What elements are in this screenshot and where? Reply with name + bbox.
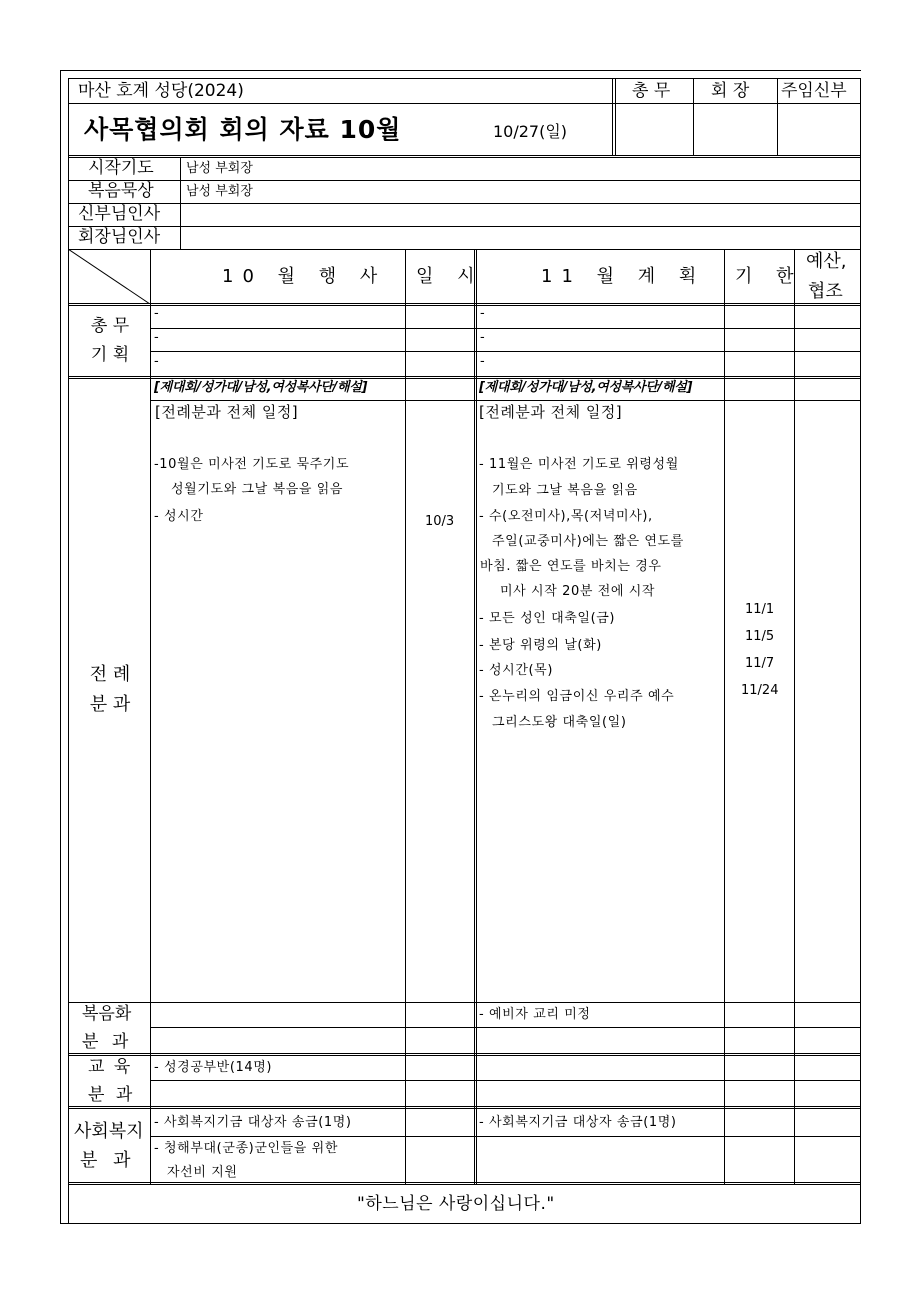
section-welfare-name-line1: 사회복지 — [74, 1121, 144, 1142]
liturgy-nov-item: - 수(오전미사),목(저녁미사), — [479, 509, 653, 524]
section-general-name-line2: 기 획 — [90, 345, 130, 365]
liturgy-nov-item: 기도와 그날 복음을 읽음 — [492, 483, 638, 498]
intro-label-opening-prayer: 시작기도 — [88, 158, 154, 178]
liturgy-oct-item: - 성시간 — [154, 509, 204, 524]
liturgy-nov-item: 그리스도왕 대축일(일) — [492, 715, 627, 730]
liturgy-schedule-nov: [전례분과 전체 일정] — [479, 403, 623, 421]
column-header-budget-line2: 협조 — [808, 281, 843, 302]
liturgy-nov-date: 11/5 — [745, 629, 775, 644]
liturgy-nov-item: - 본당 위령의 날(화) — [479, 638, 602, 653]
general-nov-row: - — [480, 330, 485, 345]
parish-name: 마산 호계 성당(2024) — [78, 81, 244, 101]
liturgy-nov-item: 주일(교중미사)에는 짧은 연도를 — [492, 534, 684, 549]
column-header-deadline: 기 한 — [735, 266, 803, 287]
liturgy-nov-item: 미사 시작 20분 전에 시작 — [500, 584, 656, 599]
intro-value-opening-prayer: 남성 부회장 — [186, 161, 253, 176]
liturgy-schedule-oct: [전례분과 전체 일정] — [155, 403, 299, 421]
general-nov-row: - — [480, 306, 485, 321]
approval-pastor-label: 주임신부 — [781, 81, 847, 101]
general-oct-row: - — [154, 354, 159, 369]
welfare-oct-item: - 사회복지기금 대상자 송금(1명) — [154, 1115, 352, 1130]
general-nov-row: - — [480, 354, 485, 369]
evangelization-nov-item: - 예비자 교리 미정 — [479, 1007, 591, 1022]
liturgy-nov-item: - 11월은 미사전 기도로 위령성월 — [479, 457, 679, 472]
liturgy-nov-date: 11/7 — [745, 656, 775, 671]
liturgy-nov-item: 바침. 짧은 연도를 바치는 경우 — [480, 559, 662, 574]
welfare-nov-item: - 사회복지기금 대상자 송금(1명) — [479, 1115, 677, 1130]
intro-value-gospel-meditation: 남성 부회장 — [186, 184, 253, 199]
intro-label-gospel-meditation: 복음묵상 — [88, 181, 154, 201]
welfare-oct-item: 자선비 지원 — [167, 1165, 238, 1180]
section-liturgy-name-line2: 분 과 — [89, 694, 131, 715]
liturgy-nov-item: - 성시간(목) — [479, 663, 553, 678]
liturgy-oct-item: -10월은 미사전 기도로 묵주기도 — [154, 457, 350, 472]
liturgy-groups-oct: [제대회/성가대/남성,여성복사단/해설] — [154, 380, 368, 395]
section-welfare-name-line2: 분 과 — [80, 1150, 136, 1171]
section-liturgy-name-line1: 전 례 — [89, 664, 131, 685]
column-header-nov-plan: 11 월 계 획 — [541, 266, 706, 287]
approval-president-label: 회 장 — [711, 81, 750, 101]
general-oct-row: - — [154, 330, 159, 345]
section-evangelization-name-line2: 분 과 — [82, 1032, 133, 1052]
liturgy-groups-nov: [제대회/성가대/남성,여성복사단/해설] — [479, 380, 693, 395]
welfare-oct-item: - 청해부대(군종)군인들을 위한 — [154, 1141, 338, 1156]
section-general-name-line1: 총 무 — [90, 316, 130, 336]
footer-motto: "하느님은 사랑이십니다." — [357, 1194, 555, 1214]
liturgy-oct-date: 10/3 — [425, 514, 455, 529]
liturgy-nov-date: 11/24 — [741, 683, 779, 698]
education-oct-item: - 성경공부반(14명) — [154, 1060, 273, 1075]
meeting-date: 10/27(일) — [493, 122, 568, 141]
column-header-oct-events: 10 월 행 사 — [222, 266, 387, 287]
liturgy-oct-item: 성월기도와 그날 복음을 읽음 — [171, 482, 344, 497]
column-header-budget-line1: 예산, — [806, 251, 847, 272]
column-header-date: 일 시 — [416, 266, 484, 287]
liturgy-nov-item: - 온누리의 임금이신 우리주 예수 — [479, 689, 675, 704]
section-evangelization-name-line1: 복음화 — [82, 1004, 132, 1024]
intro-label-president-greeting: 회장님인사 — [78, 227, 161, 247]
liturgy-nov-item: - 모든 성인 대축일(금) — [479, 611, 616, 626]
liturgy-nov-date: 11/1 — [745, 602, 775, 617]
header-diagonal — [68, 249, 151, 304]
section-education-name-line1: 교 육 — [88, 1057, 133, 1077]
section-education-name-line2: 분 과 — [88, 1085, 136, 1105]
intro-label-pastor-greeting: 신부님인사 — [78, 204, 161, 224]
approval-secretary-label: 총 무 — [632, 81, 671, 101]
page-title: 사목협의회 회의 자료 10월 — [84, 115, 402, 144]
general-oct-row: - — [154, 306, 159, 321]
